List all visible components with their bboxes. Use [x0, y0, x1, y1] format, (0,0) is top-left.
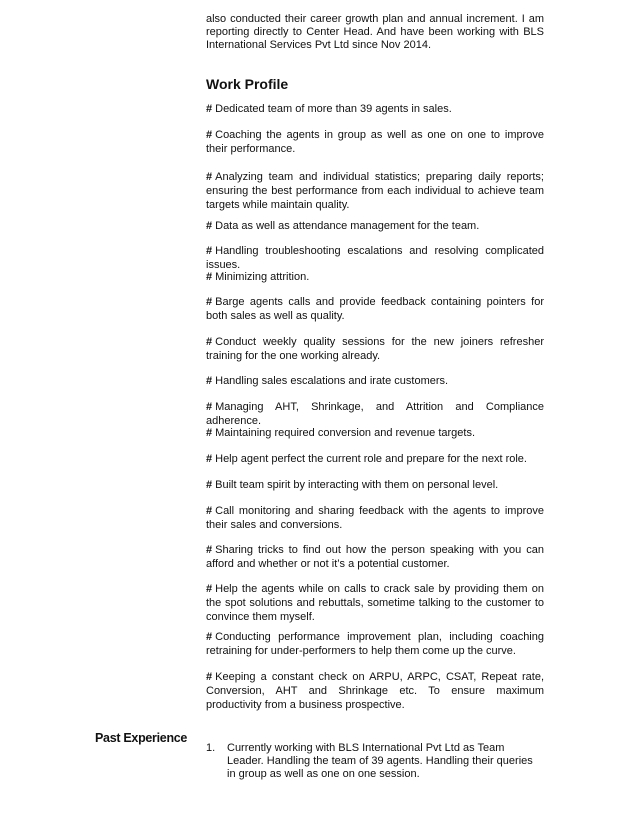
hash-marker: # [206, 453, 213, 465]
hash-marker: # [206, 505, 213, 517]
past-experience-list [206, 742, 544, 781]
work-profile-item-text: Handling sales escalations and irate customers. [215, 375, 449, 387]
work-profile-item [206, 219, 544, 233]
hash-marker: # [206, 336, 213, 348]
hash-marker: # [206, 220, 213, 232]
work-profile-item-text: Help agent perfect the current role and prepare for the next role. [215, 453, 527, 465]
work-profile-item-text: Conduct weekly quality sessions for the new joiners refresher training for the one working already. [206, 336, 544, 362]
work-profile-item [206, 335, 544, 363]
work-profile-item [206, 452, 544, 466]
work-profile-item-text: Dedicated team of more than 39 agents in sales. [215, 103, 452, 115]
hash-marker: # [206, 544, 213, 556]
work-profile-item [206, 295, 544, 323]
work-profile-item-text: Managing AHT, Shrinkage, and Attrition and Compliance adherence. [206, 401, 544, 427]
work-profile-item [206, 128, 544, 156]
work-profile-item [206, 170, 544, 212]
work-profile-item-text: Barge agents calls and provide feedback containing pointers for both sales as well as quality. [206, 296, 544, 322]
work-profile-item [206, 543, 544, 571]
hash-marker: # [206, 103, 213, 115]
work-profile-item-text: Coaching the agents in group as well as one on one to improve their performance. [206, 129, 544, 155]
hash-marker: # [206, 479, 213, 491]
hash-marker: # [206, 271, 213, 283]
work-profile-item-text: Sharing tricks to find out how the person speaking with you can afford and whether or not it’s a potential customer. [206, 544, 544, 570]
work-profile-item-text: Maintaining required conversion and revenue targets. [215, 427, 476, 439]
work-profile-item-text: Data as well as attendance management for the team. [215, 220, 480, 232]
work-profile-item-text: Minimizing attrition. [215, 271, 310, 283]
work-profile-item [206, 244, 544, 272]
past-experience-heading: Past Experience [95, 731, 188, 745]
hash-marker: # [206, 401, 213, 413]
work-profile-item-text: Keeping a constant check on ARPU, ARPC, CSAT, Repeat rate, Conversion, AHT and Shrinkage etc. To ensure maximum productivity from a business prospective. [206, 671, 544, 711]
hash-marker: # [206, 171, 213, 183]
hash-marker: # [206, 631, 213, 643]
hash-marker: # [206, 671, 213, 683]
work-profile-heading: Work Profile [206, 76, 289, 92]
work-profile-item [206, 582, 544, 624]
work-profile-item-text: Help the agents while on calls to crack sale by providing them on the spot solutions and rebuttals, sometime talking to the customer to convince them myself. [206, 583, 544, 623]
work-profile-item-text: Built team spirit by interacting with them on personal level. [215, 479, 499, 491]
work-profile-item [206, 630, 544, 658]
intro-paragraph: also conducted their career growth plan and annual increment. I am reporting directly to Center Head. And have been working with BLS International Services Pvt Ltd since Nov 2014. [206, 13, 544, 51]
work-profile-item [206, 478, 544, 492]
hash-marker: # [206, 296, 213, 308]
hash-marker: # [206, 375, 213, 387]
work-profile-item-text: Handling troubleshooting escalations and resolving complicated issues. [206, 245, 544, 271]
work-profile-item-text: Analyzing team and individual statistics; preparing daily reports; ensuring the best performance from each individual to achieve team targets while maintain quality. [206, 171, 544, 211]
work-profile-item-text: Call monitoring and sharing feedback with the agents to improve their sales and conversions. [206, 505, 544, 531]
work-profile-item [206, 670, 544, 712]
hash-marker: # [206, 583, 213, 595]
past-experience-number: 1. [206, 742, 216, 754]
work-profile-item [206, 426, 544, 440]
work-profile-item [206, 102, 544, 116]
work-profile-item-text: Conducting performance improvement plan, including coaching retraining for under-performers to help them come up the curve. [206, 631, 544, 657]
past-experience-text: Currently working with BLS International Pvt Ltd as Team Leader. Handling the team of 39 agents. Handling their queries in group as well as one on one session. [227, 742, 533, 780]
hash-marker: # [206, 245, 213, 257]
past-experience-item [206, 742, 544, 781]
hash-marker: # [206, 129, 213, 141]
work-profile-item [206, 504, 544, 532]
work-profile-item [206, 400, 544, 428]
work-profile-item [206, 270, 544, 284]
hash-marker: # [206, 427, 213, 439]
work-profile-item [206, 374, 544, 388]
